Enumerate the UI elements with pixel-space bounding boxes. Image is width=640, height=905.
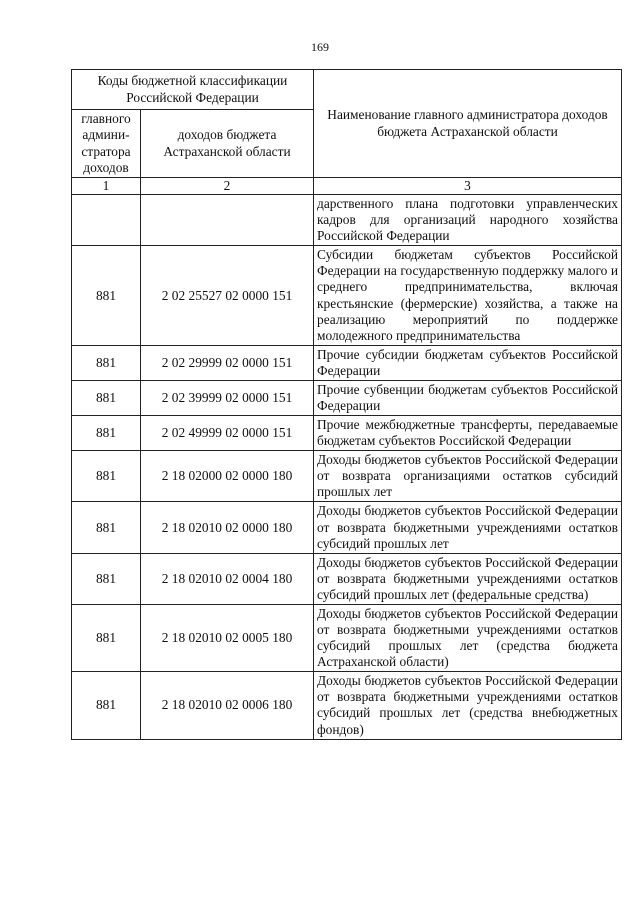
admin-code-cell bbox=[72, 195, 141, 246]
income-name-cell: Доходы бюджетов субъектов Российской Федерации от возврата организациями остатков субсидий прошлых лет bbox=[314, 451, 622, 502]
admin-code-cell: 881 bbox=[72, 416, 141, 451]
income-code-cell: 2 18 02000 02 0000 180 bbox=[141, 451, 314, 502]
header-codes-group: Коды бюджетной классификации Российской Федерации bbox=[72, 70, 314, 110]
admin-code-cell: 881 bbox=[72, 502, 141, 553]
column-number: 1 bbox=[72, 178, 141, 195]
table-row bbox=[72, 195, 622, 246]
column-number: 3 bbox=[314, 178, 622, 195]
header-income-code: доходов бюджета Астраханской области bbox=[141, 110, 314, 178]
income-name-cell: Доходы бюджетов субъектов Российской Федерации от возврата бюджетными учреждениями остатков субсидий прошлых лет (средства внебюджетных фондов) bbox=[314, 672, 622, 739]
header-admin-code: главного админи-стратора доходов bbox=[72, 110, 141, 178]
admin-code-cell: 881 bbox=[72, 672, 141, 739]
admin-code-cell: 881 bbox=[72, 604, 141, 671]
table-row bbox=[72, 604, 622, 671]
income-code-cell: 2 18 02010 02 0000 180 bbox=[141, 502, 314, 553]
income-name-cell: Прочие субвенции бюджетам субъектов Российской Федерации bbox=[314, 380, 622, 415]
table-row bbox=[72, 246, 622, 345]
admin-code-cell: 881 bbox=[72, 246, 141, 345]
income-name-cell: Прочие межбюджетные трансферты, передаваемые бюджетам субъектов Российской Федерации bbox=[314, 416, 622, 451]
admin-code-cell: 881 bbox=[72, 451, 141, 502]
table-row bbox=[72, 416, 622, 451]
table-row bbox=[72, 502, 622, 553]
table-row bbox=[72, 451, 622, 502]
income-code-cell: 2 02 25527 02 0000 151 bbox=[141, 246, 314, 345]
table-row bbox=[72, 672, 622, 739]
income-name-cell: Доходы бюджетов субъектов Российской Федерации от возврата бюджетными учреждениями остатков субсидий прошлых лет (федеральные средства) bbox=[314, 553, 622, 604]
budget-classification-table bbox=[71, 69, 622, 740]
admin-code-cell: 881 bbox=[72, 553, 141, 604]
table-row bbox=[72, 553, 622, 604]
income-code-cell: 2 18 02010 02 0006 180 bbox=[141, 672, 314, 739]
income-code-cell: 2 18 02010 02 0004 180 bbox=[141, 553, 314, 604]
column-number: 2 bbox=[141, 178, 314, 195]
income-code-cell bbox=[141, 195, 314, 246]
income-name-cell: Прочие субсидии бюджетам субъектов Российской Федерации bbox=[314, 345, 622, 380]
table-row bbox=[72, 345, 622, 380]
income-code-cell: 2 02 29999 02 0000 151 bbox=[141, 345, 314, 380]
income-code-cell: 2 02 39999 02 0000 151 bbox=[141, 380, 314, 415]
income-code-cell: 2 02 49999 02 0000 151 bbox=[141, 416, 314, 451]
income-name-cell: Субсидии бюджетам субъектов Российской Федерации на государственную поддержку малого и среднего предпринимательства, включая крестьянские (фермерские) хозяйства, а также на реализацию мероприятий по поддержке молодежного предпринимательства bbox=[314, 246, 622, 345]
income-code-cell: 2 18 02010 02 0005 180 bbox=[141, 604, 314, 671]
income-name-cell: Доходы бюджетов субъектов Российской Федерации от возврата бюджетными учреждениями остатков субсидий прошлых лет (средства бюджета Астраханской области) bbox=[314, 604, 622, 671]
page-number: 169 bbox=[311, 40, 329, 54]
income-name-cell: Доходы бюджетов субъектов Российской Федерации от возврата бюджетными учреждениями остатков субсидий прошлых лет bbox=[314, 502, 622, 553]
table-row bbox=[72, 380, 622, 415]
income-name-cell: дарственного плана подготовки управленческих кадров для организаций народного хозяйства Российской Федерации bbox=[314, 195, 622, 246]
admin-code-cell: 881 bbox=[72, 345, 141, 380]
header-admin-name: Наименование главного администратора доходов бюджета Астраханской области bbox=[314, 70, 622, 178]
admin-code-cell: 881 bbox=[72, 380, 141, 415]
